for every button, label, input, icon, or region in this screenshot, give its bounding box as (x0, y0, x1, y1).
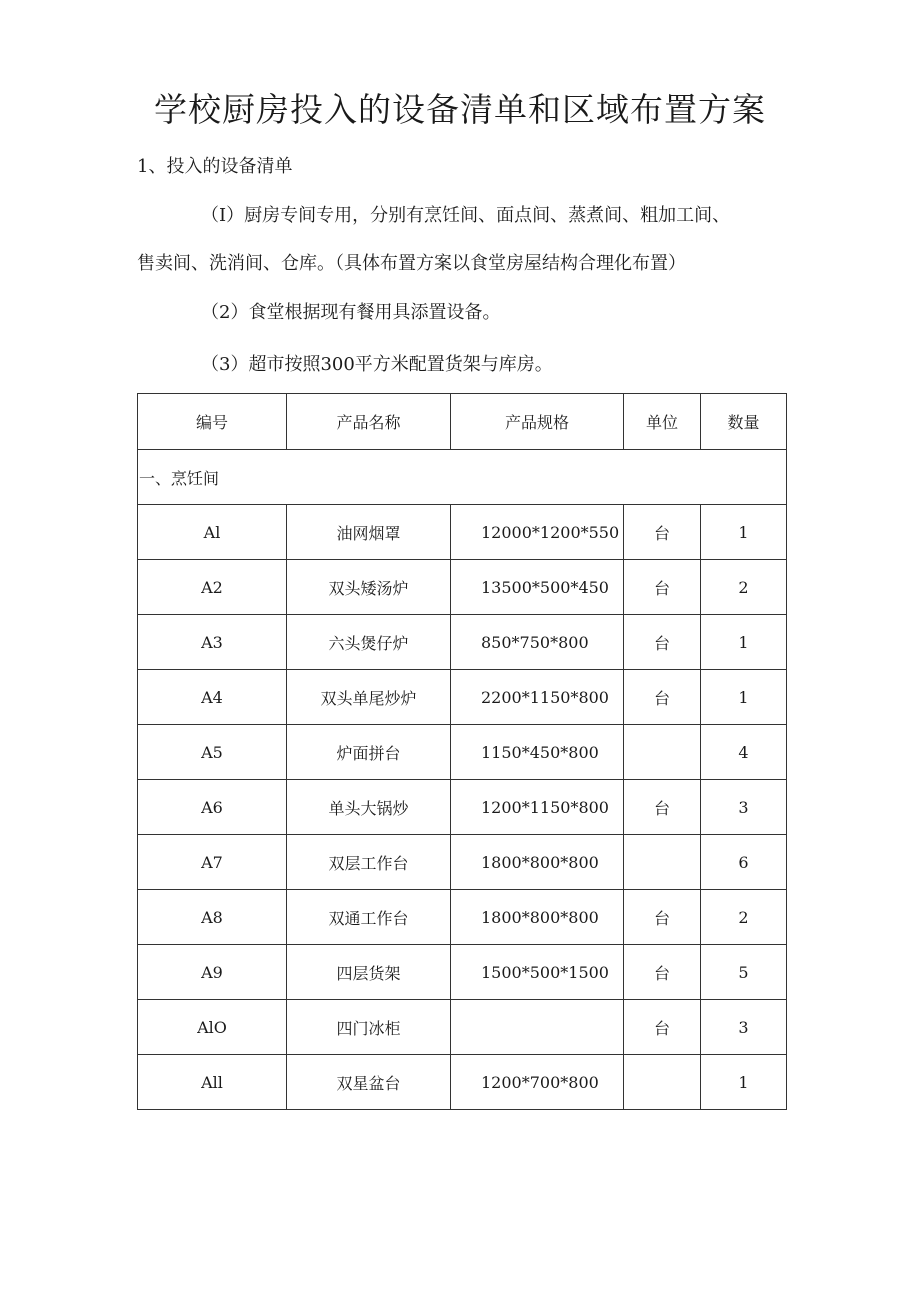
cell-unit: 台 (624, 670, 701, 725)
cell-qty: 1 (701, 615, 787, 670)
table-row (138, 560, 787, 615)
cell-qty: 2 (701, 890, 787, 945)
cell-id: A5 (138, 725, 287, 780)
table-row (138, 725, 787, 780)
cell-id: A4 (138, 670, 287, 725)
cell-id: A7 (138, 835, 287, 890)
paragraph-2: （2）食堂根据现有餐用具添置设备。 (201, 302, 501, 323)
cell-qty: 5 (701, 945, 787, 1000)
cell-id: A8 (138, 890, 287, 945)
header-unit: 单位 (624, 394, 701, 450)
section-heading: 1、投入的设备清单 (137, 156, 293, 177)
table-row (138, 1055, 787, 1110)
table-row (138, 890, 787, 945)
cell-name: 双星盆台 (287, 1055, 451, 1110)
cell-unit (624, 1055, 701, 1110)
cell-spec (451, 1000, 624, 1055)
cell-unit (624, 725, 701, 780)
cell-name: 双头矮汤炉 (287, 560, 451, 615)
header-name: 产品名称 (287, 394, 451, 450)
cell-name: 双层工作台 (287, 835, 451, 890)
cell-id: A3 (138, 615, 287, 670)
table-row (138, 615, 787, 670)
cell-spec: 850*750*800 (451, 615, 624, 670)
table-row (138, 1000, 787, 1055)
cell-unit: 台 (624, 1000, 701, 1055)
cell-id: A9 (138, 945, 287, 1000)
cell-name: 双通工作台 (287, 890, 451, 945)
cell-qty: 6 (701, 835, 787, 890)
cell-qty: 4 (701, 725, 787, 780)
paragraph-1 (137, 192, 797, 288)
cell-name: 单头大锅炒 (287, 780, 451, 835)
cell-spec: 1800*800*800 (451, 835, 624, 890)
cell-spec: 13500*500*450 (451, 560, 624, 615)
paragraph-3: （3）超市按照300平方米配置货架与库房。 (201, 354, 553, 375)
cell-spec: 1200*1150*800 (451, 780, 624, 835)
cell-unit: 台 (624, 780, 701, 835)
table-row (138, 505, 787, 560)
cell-name: 四门冰柜 (287, 1000, 451, 1055)
cell-id: Al (138, 505, 287, 560)
cell-spec: 1150*450*800 (451, 725, 624, 780)
cell-id: All (138, 1055, 287, 1110)
cell-unit: 台 (624, 615, 701, 670)
cell-id: AlO (138, 1000, 287, 1055)
cell-spec: 1500*500*1500 (451, 945, 624, 1000)
page-title: 学校厨房投入的设备清单和区域布置方案 (154, 90, 766, 129)
cell-unit: 台 (624, 890, 701, 945)
cell-name: 双头单尾炒炉 (287, 670, 451, 725)
header-id: 编号 (138, 394, 287, 450)
cell-unit: 台 (624, 560, 701, 615)
cell-qty: 1 (701, 1055, 787, 1110)
category-label: 一、烹饪间 (138, 450, 787, 505)
cell-name: 六头煲仔炉 (287, 615, 451, 670)
table-row (138, 945, 787, 1000)
cell-qty: 2 (701, 560, 787, 615)
cell-spec: 12000*1200*550 (451, 505, 624, 560)
cell-unit (624, 835, 701, 890)
cell-id: A6 (138, 780, 287, 835)
cell-qty: 3 (701, 1000, 787, 1055)
cell-spec: 2200*1150*800 (451, 670, 624, 725)
cell-qty: 1 (701, 505, 787, 560)
cell-qty: 1 (701, 670, 787, 725)
cell-spec: 1200*700*800 (451, 1055, 624, 1110)
cell-unit: 台 (624, 505, 701, 560)
header-qty: 数量 (701, 394, 787, 450)
equipment-table (137, 393, 787, 1110)
table-row (138, 670, 787, 725)
cell-qty: 3 (701, 780, 787, 835)
table-header-row (138, 394, 787, 450)
header-spec: 产品规格 (451, 394, 624, 450)
cell-name: 油网烟罩 (287, 505, 451, 560)
table-row (138, 835, 787, 890)
table-row (138, 780, 787, 835)
category-row (138, 450, 787, 505)
paragraph-1-line-2: 售卖间、洗消间、仓库。（具体布置方案以食堂房屋结构合理化布置） (137, 253, 686, 274)
cell-unit: 台 (624, 945, 701, 1000)
cell-name: 炉面拼台 (287, 725, 451, 780)
cell-id: A2 (138, 560, 287, 615)
cell-name: 四层货架 (287, 945, 451, 1000)
paragraph-1-line-1: （I）厨房专间专用，分别有烹饪间、面点间、蒸煮间、粗加工间、 (201, 205, 731, 226)
cell-spec: 1800*800*800 (451, 890, 624, 945)
